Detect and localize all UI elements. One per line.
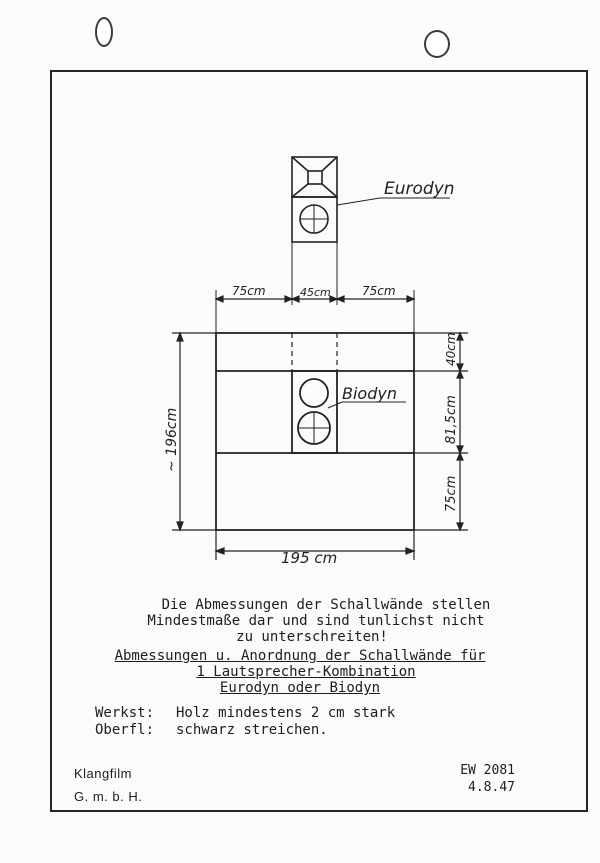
note-line-2: Mindestmaße dar und sind tunlichst nicht <box>147 613 485 629</box>
note-line-1: Die Abmessungen der Schallwände stellen <box>161 597 491 613</box>
right-dimensions <box>414 333 468 530</box>
title-line-3: Eurodyn oder Biodyn <box>219 680 381 696</box>
company-name: Klangfilm <box>74 766 132 781</box>
biodyn-label: Biodyn <box>342 384 397 403</box>
dim-right-label: 75cm <box>362 284 396 298</box>
dim-bottom-label: 75cm <box>444 475 459 512</box>
eurodyn-label: Eurodyn <box>384 179 455 199</box>
werkst-value: Holz mindestens 2 cm stark <box>176 705 396 721</box>
dim-center-label: 45cm <box>300 286 331 299</box>
eurodyn-speaker <box>292 157 337 242</box>
dim-middle-label: 81,5cm <box>444 395 459 444</box>
werkst-label: Werkst: <box>95 705 155 721</box>
drawing-date: 4.8.47 <box>468 780 515 795</box>
biodyn-driver-upper <box>300 379 328 407</box>
dim-width-label: 195 cm <box>281 549 338 567</box>
dim-height-label: ~ 196cm <box>164 407 180 472</box>
oberfl-value: schwarz streichen. <box>176 722 328 738</box>
dim-left-label: 75cm <box>232 284 266 298</box>
title-line-2: 1 Lautsprecher-Kombination <box>196 664 416 680</box>
title-line-1: Abmessungen u. Anordnung der Schallwände für <box>114 648 486 664</box>
note-line-3: zu unterschreiten! <box>236 629 388 645</box>
oberfl-label: Oberfl: <box>95 722 155 738</box>
baffle-board <box>216 333 414 530</box>
dim-top-label: 40cm <box>444 332 458 366</box>
company-form: G. m. b. H. <box>74 789 143 804</box>
drawing-number: EW 2081 <box>460 763 515 778</box>
